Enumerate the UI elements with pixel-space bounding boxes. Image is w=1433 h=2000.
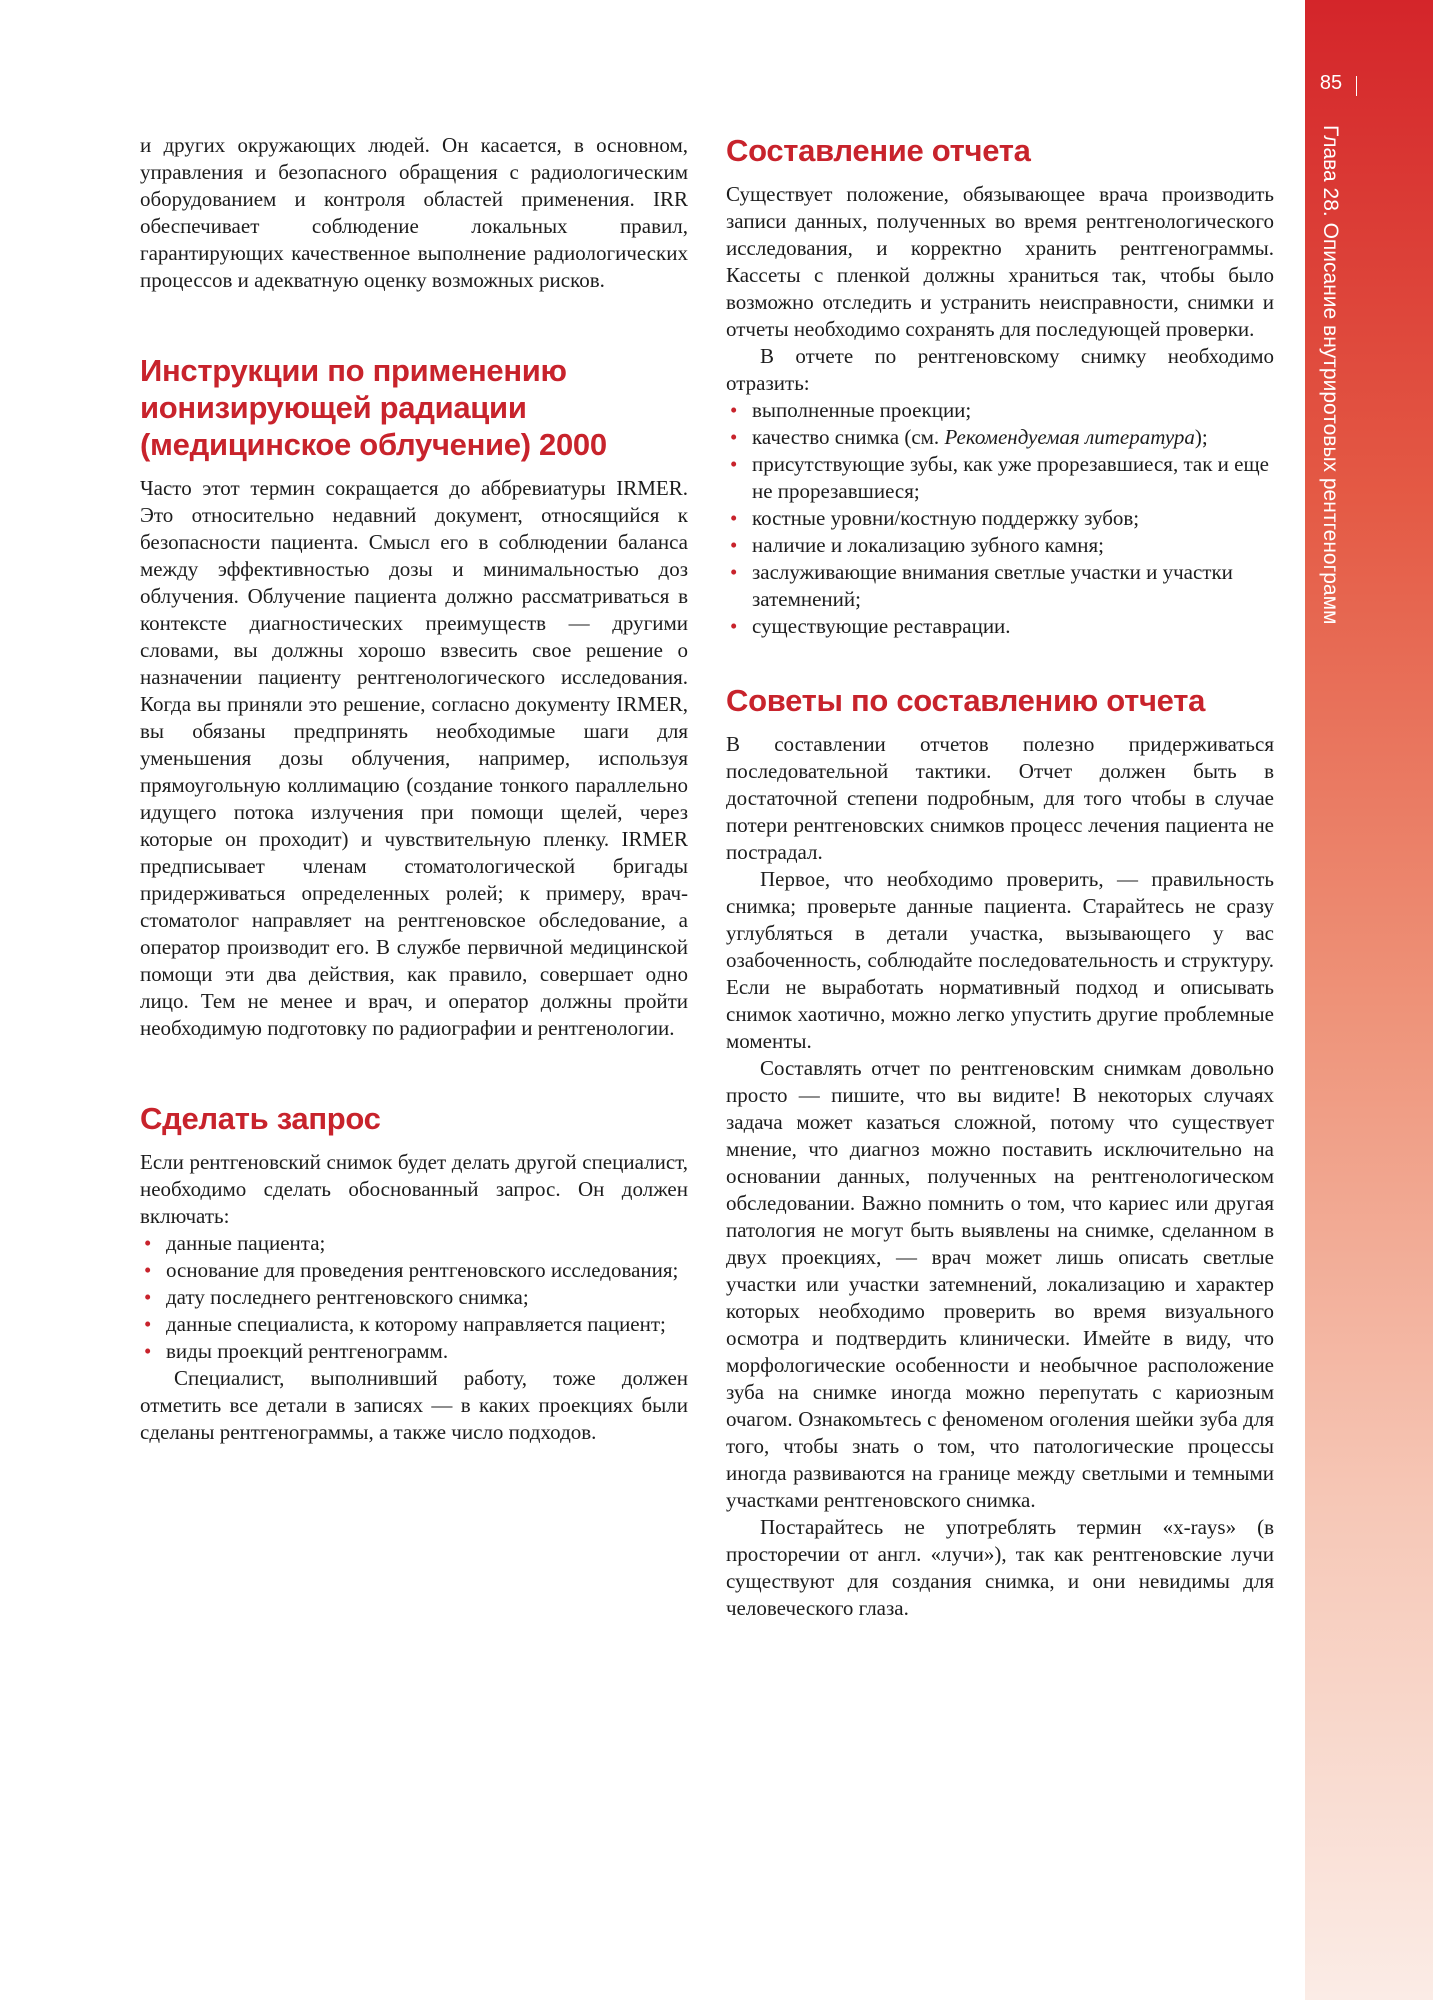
list-item: • наличие и локализацию зубного камня;: [730, 533, 1105, 557]
request-list: [140, 1230, 688, 1365]
bullet-icon: •: [144, 1312, 152, 1336]
request-intro: Если рентгеновский снимок будет делать другой специалист, необходимо сделать обоснованный запрос. Он должен включать:: [140, 1150, 688, 1228]
irmer-heading: Инструкции по применению ионизирующей радиации (медицинское облучение) 2000: [140, 353, 607, 462]
left-column: [140, 132, 688, 1446]
list-item: • существующие реставрации.: [730, 614, 1011, 638]
tips-paragraph: Составлять отчет по рентгеновским снимкам довольно просто — пишите, что вы видите! В некоторых случаях задача может казаться сложной, потому что существует мнение, что диагноз можно поставить исключительно на основании данных, полученных на рентгенологическом обследовании. Важно помнить о том, что кариес или другая патология не могут быть выявлены на снимке, сделанном в двух проекциях, — врач может лишь описать светлые участки или участки затемнений, локализацию и характер которых необходимо проверить во время визуального осмотра и подтвердить клинически. Имейте в виду, что морфологические особенности и необычное расположение зуба на снимке иногда можно перепутать с кариозным очагом. Ознакомьтесь с феноменом оголения шейки зуба для того, чтобы знать о том, что патологические процессы иногда развиваются на границе между светлыми и темными участками рентгеновского снимка.: [726, 1056, 1274, 1512]
report-paragraph: Существует положение, обязывающее врача производить записи данных, полученных во время рентгенологического исследования, и корректно хранить рентгенограммы. Кассеты с пленкой должны храниться так, чтобы было возможно отследить и устранить неисправности, снимки и отчеты необходимо сохранять для последующей проверки.: [726, 182, 1274, 341]
list-item: • данные специалиста, к которому направляется пациент;: [144, 1312, 666, 1336]
bullet-icon: •: [144, 1231, 152, 1255]
bullet-icon: •: [730, 560, 738, 584]
bullet-icon: •: [730, 452, 738, 476]
tips-paragraph: Постарайтесь не употреблять термин «x-rays» (в просторечии от англ. «лучи»), так как рентгеновские лучи существуют для создания снимка, и они невидимы для человеческого глаза.: [726, 1515, 1274, 1620]
page-number: 85: [1319, 72, 1343, 94]
bullet-icon: •: [144, 1285, 152, 1309]
list-item: • присутствующие зубы, как уже прорезавшиеся, так и еще не прорезавшиеся;: [730, 452, 1269, 503]
list-item: • данные пациента;: [144, 1231, 326, 1255]
tips-heading: Советы по составлению отчета: [726, 683, 1206, 718]
chapter-title: Глава 28. Описание внутриротовых рентгенограмм: [1319, 125, 1342, 625]
bullet-icon: •: [144, 1339, 152, 1363]
list-item: • костные уровни/костную поддержку зубов;: [730, 506, 1140, 530]
bullet-icon: •: [730, 506, 738, 530]
list-item: • виды проекций рентгенограмм.: [144, 1339, 449, 1363]
page-number-divider: [1356, 76, 1357, 96]
bullet-icon: •: [730, 533, 738, 557]
bullet-icon: •: [144, 1258, 152, 1282]
report-list-intro: В отчете по рентгеновскому снимку необходимо отразить:: [726, 344, 1274, 395]
list-item: • заслуживающие внимания светлые участки и участки затемнений;: [730, 560, 1233, 611]
irmer-paragraph: Часто этот термин сокращается до аббревиатуры IRMER. Это относительно недавний документ, относящийся к безопасности пациента. Смысл его в соблюдении баланса между эффективностью дозы и минимальностью доз облучения. Облучение пациента должно рассматриваться в контексте диагностических преимуществ — другими словами, вы должны хорошо взвесить свое решение о назначении пациенту рентгенологического исследования. Когда вы приняли это решение, согласно документу IRMER, вы обязаны предпринять необходимые шаги для уменьшения дозы облучения, например, используя прямоугольную коллимацию (создание тонкого параллельно идущего потока излучения при помощи щелей, через которые он проходит) и чувствительную пленку. IRMER предписывает членам стоматологической бригады придерживаться определенных ролей; к примеру, врач-стоматолог направляет на рентгеновское обследование, а оператор производит его. В службе первичной медицинской помощи эти два действия, как правило, совершает одно лицо. Тем не менее и врач, и оператор должны пройти необходимую подготовку по радиографии и рентгенологии.: [140, 476, 688, 1040]
list-item: • дату последнего рентгеновского снимка;: [144, 1285, 529, 1309]
bullet-icon: •: [730, 614, 738, 638]
tips-paragraph: Первое, что необходимо проверить, — правильность снимка; проверьте данные пациента. Старайтесь не сразу углубляться в детали участка, вызывающего у вас озабоченность, соблюдайте последовательность и структуру. Если не выработать нормативный подход и описывать снимок хаотично, можно легко упустить другие проблемные моменты.: [726, 867, 1274, 1053]
list-item: • выполненные проекции;: [730, 398, 972, 422]
report-list: [726, 397, 1274, 640]
report-heading: Составление отчета: [726, 133, 1031, 168]
intro-paragraph: и других окружающих людей. Он касается, в основном, управления и безопасного обращения с радиологическим оборудованием и контроля областей применения. IRR обеспечивает соблюдение локальных правил, гарантирующих качественное выполнение радиологических процессов и адекватную оценку возможных рисков.: [140, 133, 688, 292]
list-item: • основание для проведения рентгеновского исследования;: [144, 1258, 679, 1282]
right-column: [726, 132, 1274, 1622]
list-item: • качество снимка (см. Рекомендуемая литература);: [730, 425, 1208, 449]
tips-paragraph: В составлении отчетов полезно придерживаться последовательной тактики. Отчет должен быть в достаточной степени подробным, для того чтобы в случае потери рентгеновских снимков процесс лечения пациента не пострадал.: [726, 732, 1274, 864]
request-closing: Специалист, выполнивший работу, тоже должен отметить все детали в записях — в каких проекциях были сделаны рентгенограммы, а также число подходов.: [140, 1366, 688, 1444]
request-heading: Сделать запрос: [140, 1101, 381, 1136]
bullet-icon: •: [730, 425, 738, 449]
bullet-icon: •: [730, 398, 738, 422]
